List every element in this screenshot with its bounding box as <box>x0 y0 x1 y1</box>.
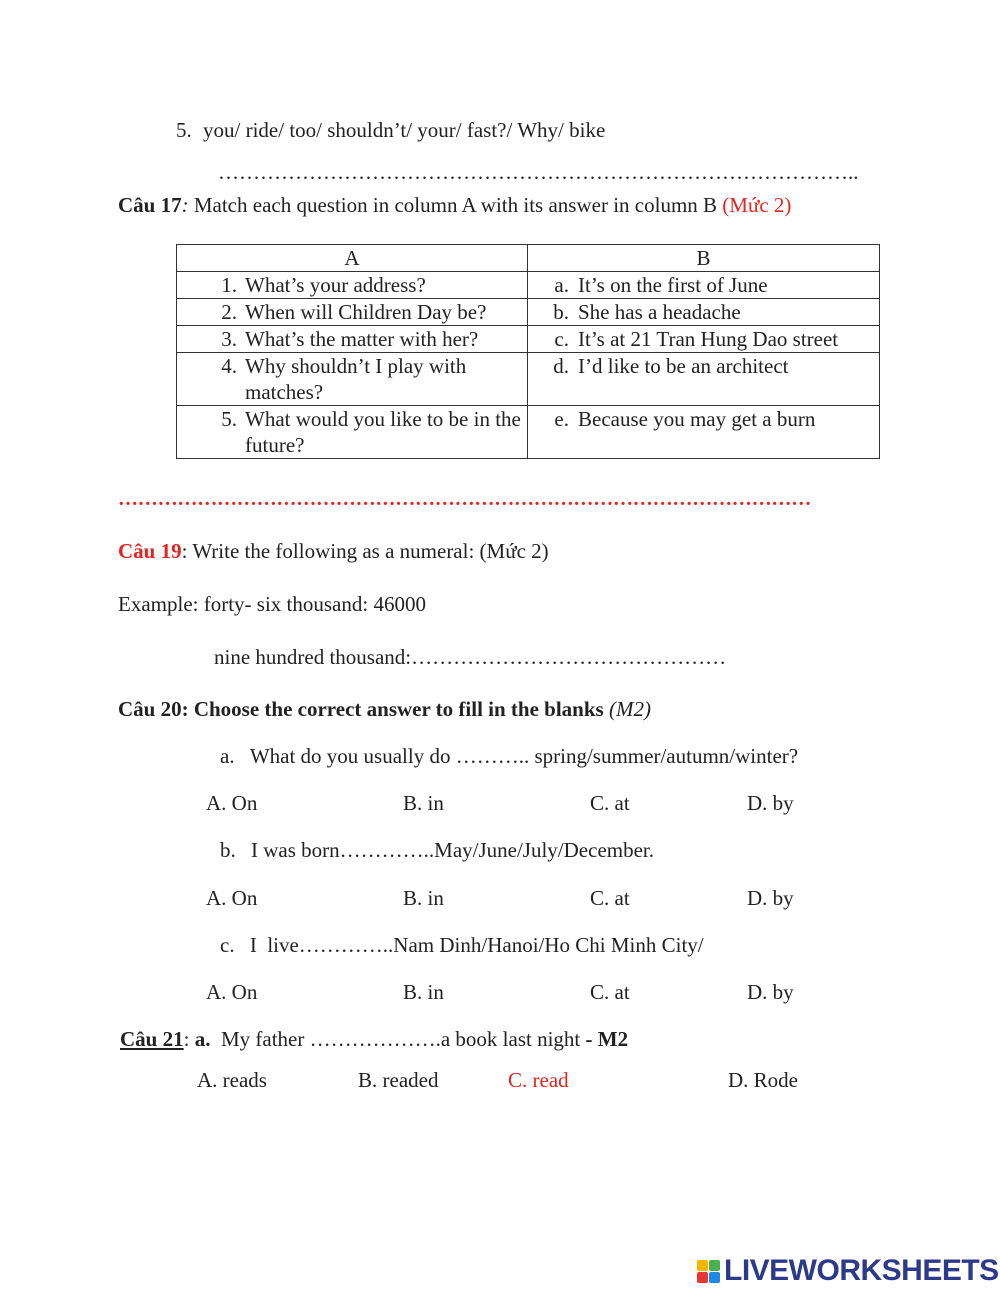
q19-instruction: : Write the following as a numeral: (Mức 2) <box>181 539 549 563</box>
question-a4[interactable]: Why shouldn’t I play with matches? <box>245 354 467 404</box>
table-header-row <box>177 245 880 272</box>
q20c-question: c. I live…………..Nam Dinh/Hanoi/Ho Chi Minh City/ <box>220 933 704 957</box>
table-row: 5. What would you like to be in the future? e. Because you may get a burn <box>177 406 880 459</box>
answer-b3[interactable]: It’s at 21 Tran Hung Dao street <box>578 327 839 351</box>
q21-option-b[interactable]: B. readed <box>358 1068 439 1092</box>
q17-label: Câu 17 <box>118 193 182 217</box>
q21-option-a[interactable]: A. reads <box>197 1068 267 1092</box>
q19-label: Câu 19 <box>118 539 182 563</box>
q20-title: Câu 20: Choose the correct answer to fill in the blanks <box>118 697 604 721</box>
table-row: 3. What’s the matter with her? c. It’s at 21 Tran Hung Dao street <box>177 326 880 353</box>
q20a-option-d[interactable]: D. by <box>747 791 794 815</box>
table-row: 2. When will Children Day be? b. She has a headache <box>177 299 880 326</box>
q20c-option-d[interactable]: D. by <box>747 980 794 1004</box>
logo-text: LIVEWORKSHEETS <box>724 1254 999 1287</box>
q20b-option-c[interactable]: C. at <box>590 886 630 910</box>
answer-b4[interactable]: I’d like to be an architect <box>578 354 789 378</box>
q21-level: - M2 <box>585 1027 629 1051</box>
question-a3[interactable]: What’s the matter with her? <box>245 327 479 351</box>
q21-label: Câu 21 <box>120 1027 184 1051</box>
q20a-option-a[interactable]: A. On <box>206 791 258 815</box>
logo-blocks-icon <box>697 1260 720 1283</box>
q20c-option-b[interactable]: B. in <box>403 980 444 1004</box>
q5-text: you/ ride/ too/ shouldn’t/ your/ fast?/ Why/ bike <box>203 118 606 142</box>
table-row: 1. What’s your address? a. It’s on the first of June <box>177 272 880 299</box>
q21-heading: Câu 21: a. My father ……………….a book last night - M2 <box>120 1027 629 1051</box>
table-row: 4. Why shouldn’t I play with matches? d. I’d like to be an architect <box>177 353 880 406</box>
q20-level: (M2) <box>608 697 651 721</box>
q5-number: 5. <box>176 118 192 142</box>
question-a2[interactable]: When will Children Day be? <box>245 300 487 324</box>
q17-instruction: Match each question in column A with its answer in column B <box>193 193 723 217</box>
q5-line <box>176 118 605 143</box>
q20c-option-a[interactable]: A. On <box>206 980 258 1004</box>
q21-option-c[interactable]: C. read <box>508 1068 569 1092</box>
question-a5[interactable]: What would you like to be in the future? <box>245 407 521 457</box>
answer-b1[interactable]: It’s on the first of June <box>578 273 768 297</box>
column-b-header: B <box>528 245 880 272</box>
q21-option-d[interactable]: D. Rode <box>728 1068 798 1092</box>
q20b-option-d[interactable]: D. by <box>747 886 794 910</box>
q19-example: Example: forty- six thousand: 46000 <box>118 592 426 616</box>
q17-heading: Câu 17: Match each question in column A with its answer in column B (Mức 2) <box>118 193 792 217</box>
q21-text: My father ……………….a book last night <box>210 1027 586 1051</box>
answer-b2[interactable]: She has a headache <box>578 300 741 324</box>
q20a-question: a. What do you usually do ……….. spring/summer/autumn/winter? <box>220 744 799 768</box>
column-a-header: A <box>177 245 528 272</box>
q19-heading <box>118 539 549 564</box>
q20c-option-c[interactable]: C. at <box>590 980 630 1004</box>
q20a-option-c[interactable]: C. at <box>590 791 630 815</box>
q19-answer-blank[interactable]: nine hundred thousand:……………………………………… <box>214 645 727 669</box>
question-a1[interactable]: What’s your address? <box>245 273 426 297</box>
q5-answer-blank[interactable]: ……………………………………………………………………………….. <box>218 160 859 184</box>
liveworksheets-logo[interactable] <box>697 1254 999 1288</box>
matching-table <box>176 244 880 459</box>
q20a-option-b[interactable]: B. in <box>403 791 444 815</box>
q20b-question: b. I was born…………..May/June/July/December. <box>220 838 655 862</box>
answer-b5[interactable]: Because you may get a burn <box>578 407 816 431</box>
q20-heading <box>118 697 651 722</box>
section-separator: …………………………………………………………………………………………… <box>118 488 812 510</box>
q20b-option-b[interactable]: B. in <box>403 886 444 910</box>
q20b-option-a[interactable]: A. On <box>206 886 258 910</box>
q17-level: (Mức 2) <box>722 193 792 217</box>
